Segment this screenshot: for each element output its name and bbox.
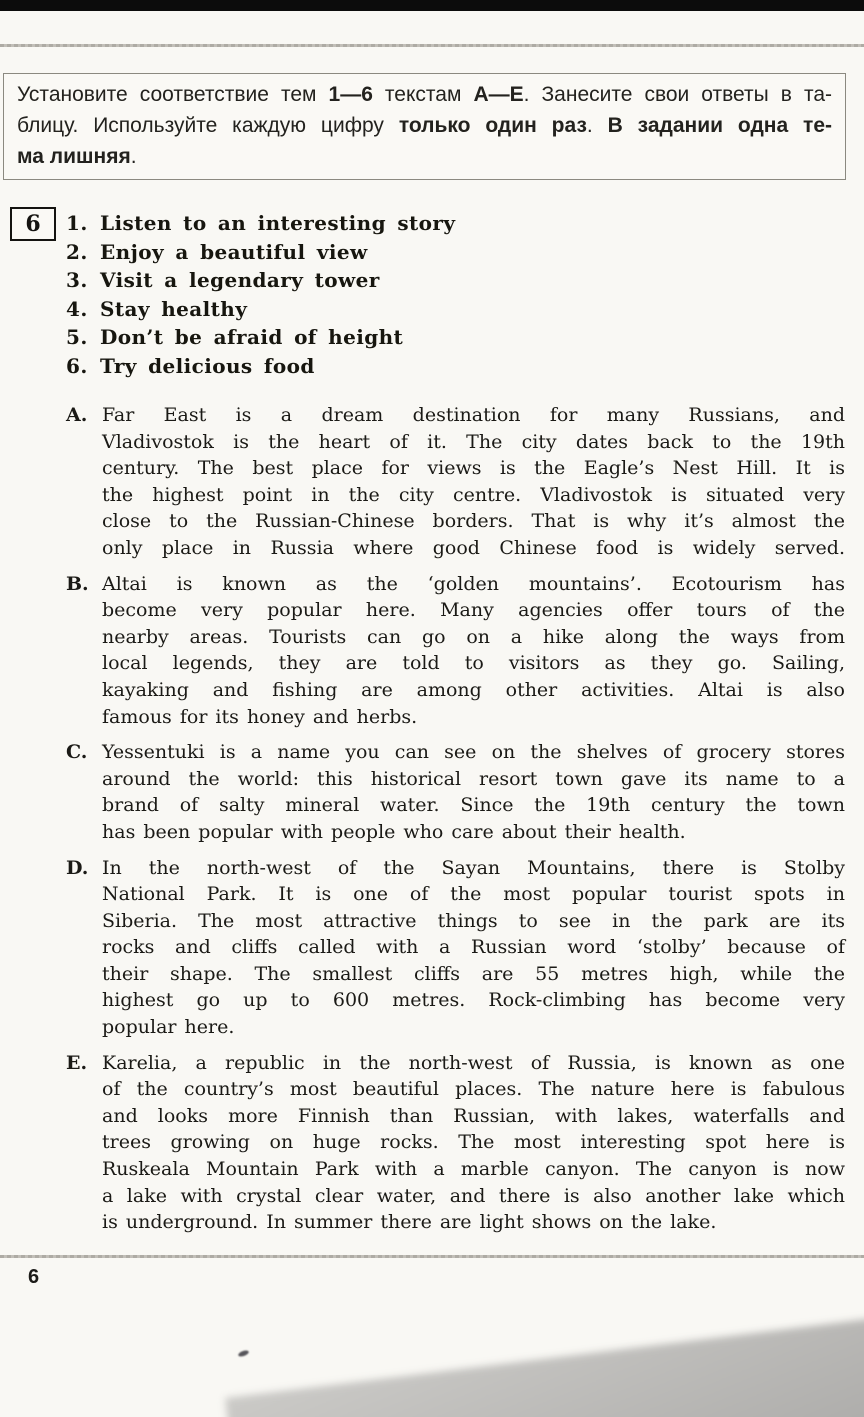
text-line: National Park. It is one of the most popular tourist spots in xyxy=(102,883,845,906)
theme-item xyxy=(66,266,836,295)
text-line: and looks more Finnish than Russian, with lakes, waterfalls and xyxy=(102,1104,845,1127)
text-line: their shape. The smallest cliffs are 55 metres high, while the xyxy=(102,962,845,985)
theme-item xyxy=(66,295,836,324)
text-line: local legends, they are told to visitors as they go. Sailing, xyxy=(102,652,845,675)
instruction-text xyxy=(17,79,832,172)
text-item xyxy=(66,402,845,562)
theme-item xyxy=(66,352,836,381)
text-line: famous for its honey and herbs. xyxy=(102,705,418,728)
page-number: 6 xyxy=(28,1266,40,1288)
theme-number: 4. xyxy=(66,296,88,321)
page-top-edge xyxy=(0,0,864,11)
text-line: has been popular with people who care about their health. xyxy=(102,820,686,843)
themes-list xyxy=(66,209,836,380)
text-lines xyxy=(102,739,845,845)
text-line: Siberia. The most attractive things to see in the park are its xyxy=(102,909,845,932)
theme-number: 3. xyxy=(66,268,88,292)
text-line: rocks and cliffs called with a Russian word ‘stolby’ because of xyxy=(102,936,845,959)
instruction-segment: блицу. Используйте каждую цифру xyxy=(17,114,399,137)
text-item xyxy=(66,739,845,845)
instruction-line xyxy=(17,141,832,172)
theme-label: Enjoy a beautiful view xyxy=(100,239,368,264)
scan-speck xyxy=(237,1349,249,1357)
text-letter: C. xyxy=(66,741,88,764)
text-item xyxy=(66,571,845,731)
text-line: of the country’s most beautiful places. The nature here is fabulous xyxy=(102,1078,845,1101)
instruction-segment: В задании одна те- xyxy=(607,114,833,137)
instruction-segment: только один раз xyxy=(398,114,587,137)
instruction-segment: 1—6 xyxy=(328,83,373,106)
text-letter: B. xyxy=(66,572,89,595)
theme-number: 5. xyxy=(66,325,88,349)
text-line: trees growing on huge rocks. The most interesting spot here is xyxy=(102,1131,845,1154)
text-item xyxy=(66,855,845,1041)
theme-item xyxy=(66,238,836,267)
instruction-segment: ма лишняя xyxy=(17,145,131,168)
theme-label: Don’t be afraid of height xyxy=(100,325,404,349)
text-lines xyxy=(102,1050,845,1236)
text-line: century. The best place for views is the Eagle’s Nest Hill. It is xyxy=(102,457,845,480)
text-line: Karelia, a republic in the north-west of Russia, is known as one xyxy=(102,1051,845,1074)
text-letter: E. xyxy=(66,1051,88,1074)
theme-label: Listen to an interesting story xyxy=(100,211,456,235)
instruction-segment: . xyxy=(130,145,137,168)
text-line: is underground. In summer there are light shows on the lake. xyxy=(102,1211,717,1234)
theme-item xyxy=(66,323,836,352)
text-line: kayaking and fishing are among other activities. Altai is also xyxy=(102,678,845,701)
theme-number: 6. xyxy=(66,353,88,378)
task-number-box xyxy=(10,207,56,241)
text-line: the highest point in the city centre. Vladivostok is situated very xyxy=(102,483,845,506)
text-line: Yessentuki is a name you can see on the shelves of grocery stores xyxy=(102,741,845,764)
instruction-line xyxy=(17,110,832,141)
text-item xyxy=(66,1050,845,1236)
text-line: popular here. xyxy=(102,1016,235,1039)
text-line: around the world: this historical resort town gave its name to a xyxy=(102,767,845,790)
theme-item xyxy=(66,209,836,238)
instruction-segment: . Занесите свои ответы в та- xyxy=(523,83,833,106)
theme-label: Try delicious food xyxy=(100,353,315,378)
task-number: 6 xyxy=(25,211,41,237)
instruction-box xyxy=(3,73,846,180)
text-line: nearby areas. Tourists can go on a hike along the ways from xyxy=(102,625,845,648)
text-line: only place in Russia where good Chinese food is widely served. xyxy=(102,536,845,559)
theme-number: 1. xyxy=(66,211,88,235)
text-lines xyxy=(102,855,845,1041)
text-letter: A. xyxy=(66,404,88,426)
text-line: Altai is known as the ‘golden mountains’. Ecotourism has xyxy=(102,572,845,595)
text-line: In the north-west of the Sayan Mountains, there is Stolby xyxy=(102,856,845,879)
instruction-line xyxy=(17,79,832,110)
text-letter: D. xyxy=(66,856,89,879)
text-line: Far East is a dream destination for many Russians, and xyxy=(102,404,845,426)
page-curl-shadow xyxy=(225,1258,864,1417)
texts-list xyxy=(66,402,845,1245)
header-rule xyxy=(0,44,864,47)
instruction-segment: А—Е xyxy=(473,83,524,106)
text-line: close to the Russian-Chinese borders. That is why it’s almost the xyxy=(102,510,845,533)
text-line: a lake with crystal clear water, and there is also another lake which xyxy=(102,1184,845,1207)
instruction-segment: Установите соответствие тем xyxy=(17,83,329,106)
text-line: become very popular here. Many agencies offer tours of the xyxy=(102,599,845,622)
theme-number: 2. xyxy=(66,239,88,264)
text-lines xyxy=(102,571,845,731)
footer-rule xyxy=(0,1255,864,1258)
theme-label: Stay healthy xyxy=(100,296,248,321)
instruction-segment: . xyxy=(586,114,608,137)
text-line: Vladivostok is the heart of it. The city dates back to the 19th xyxy=(102,430,845,453)
text-line: Ruskeala Mountain Park with a marble canyon. The canyon is now xyxy=(102,1158,845,1181)
instruction-segment: текстам xyxy=(372,83,474,106)
theme-label: Visit a legendary tower xyxy=(100,268,380,292)
text-line: highest go up to 600 metres. Rock-climbing has become very xyxy=(102,989,845,1012)
text-lines xyxy=(102,402,845,562)
text-line: brand of salty mineral water. Since the 19th century the town xyxy=(102,794,845,817)
